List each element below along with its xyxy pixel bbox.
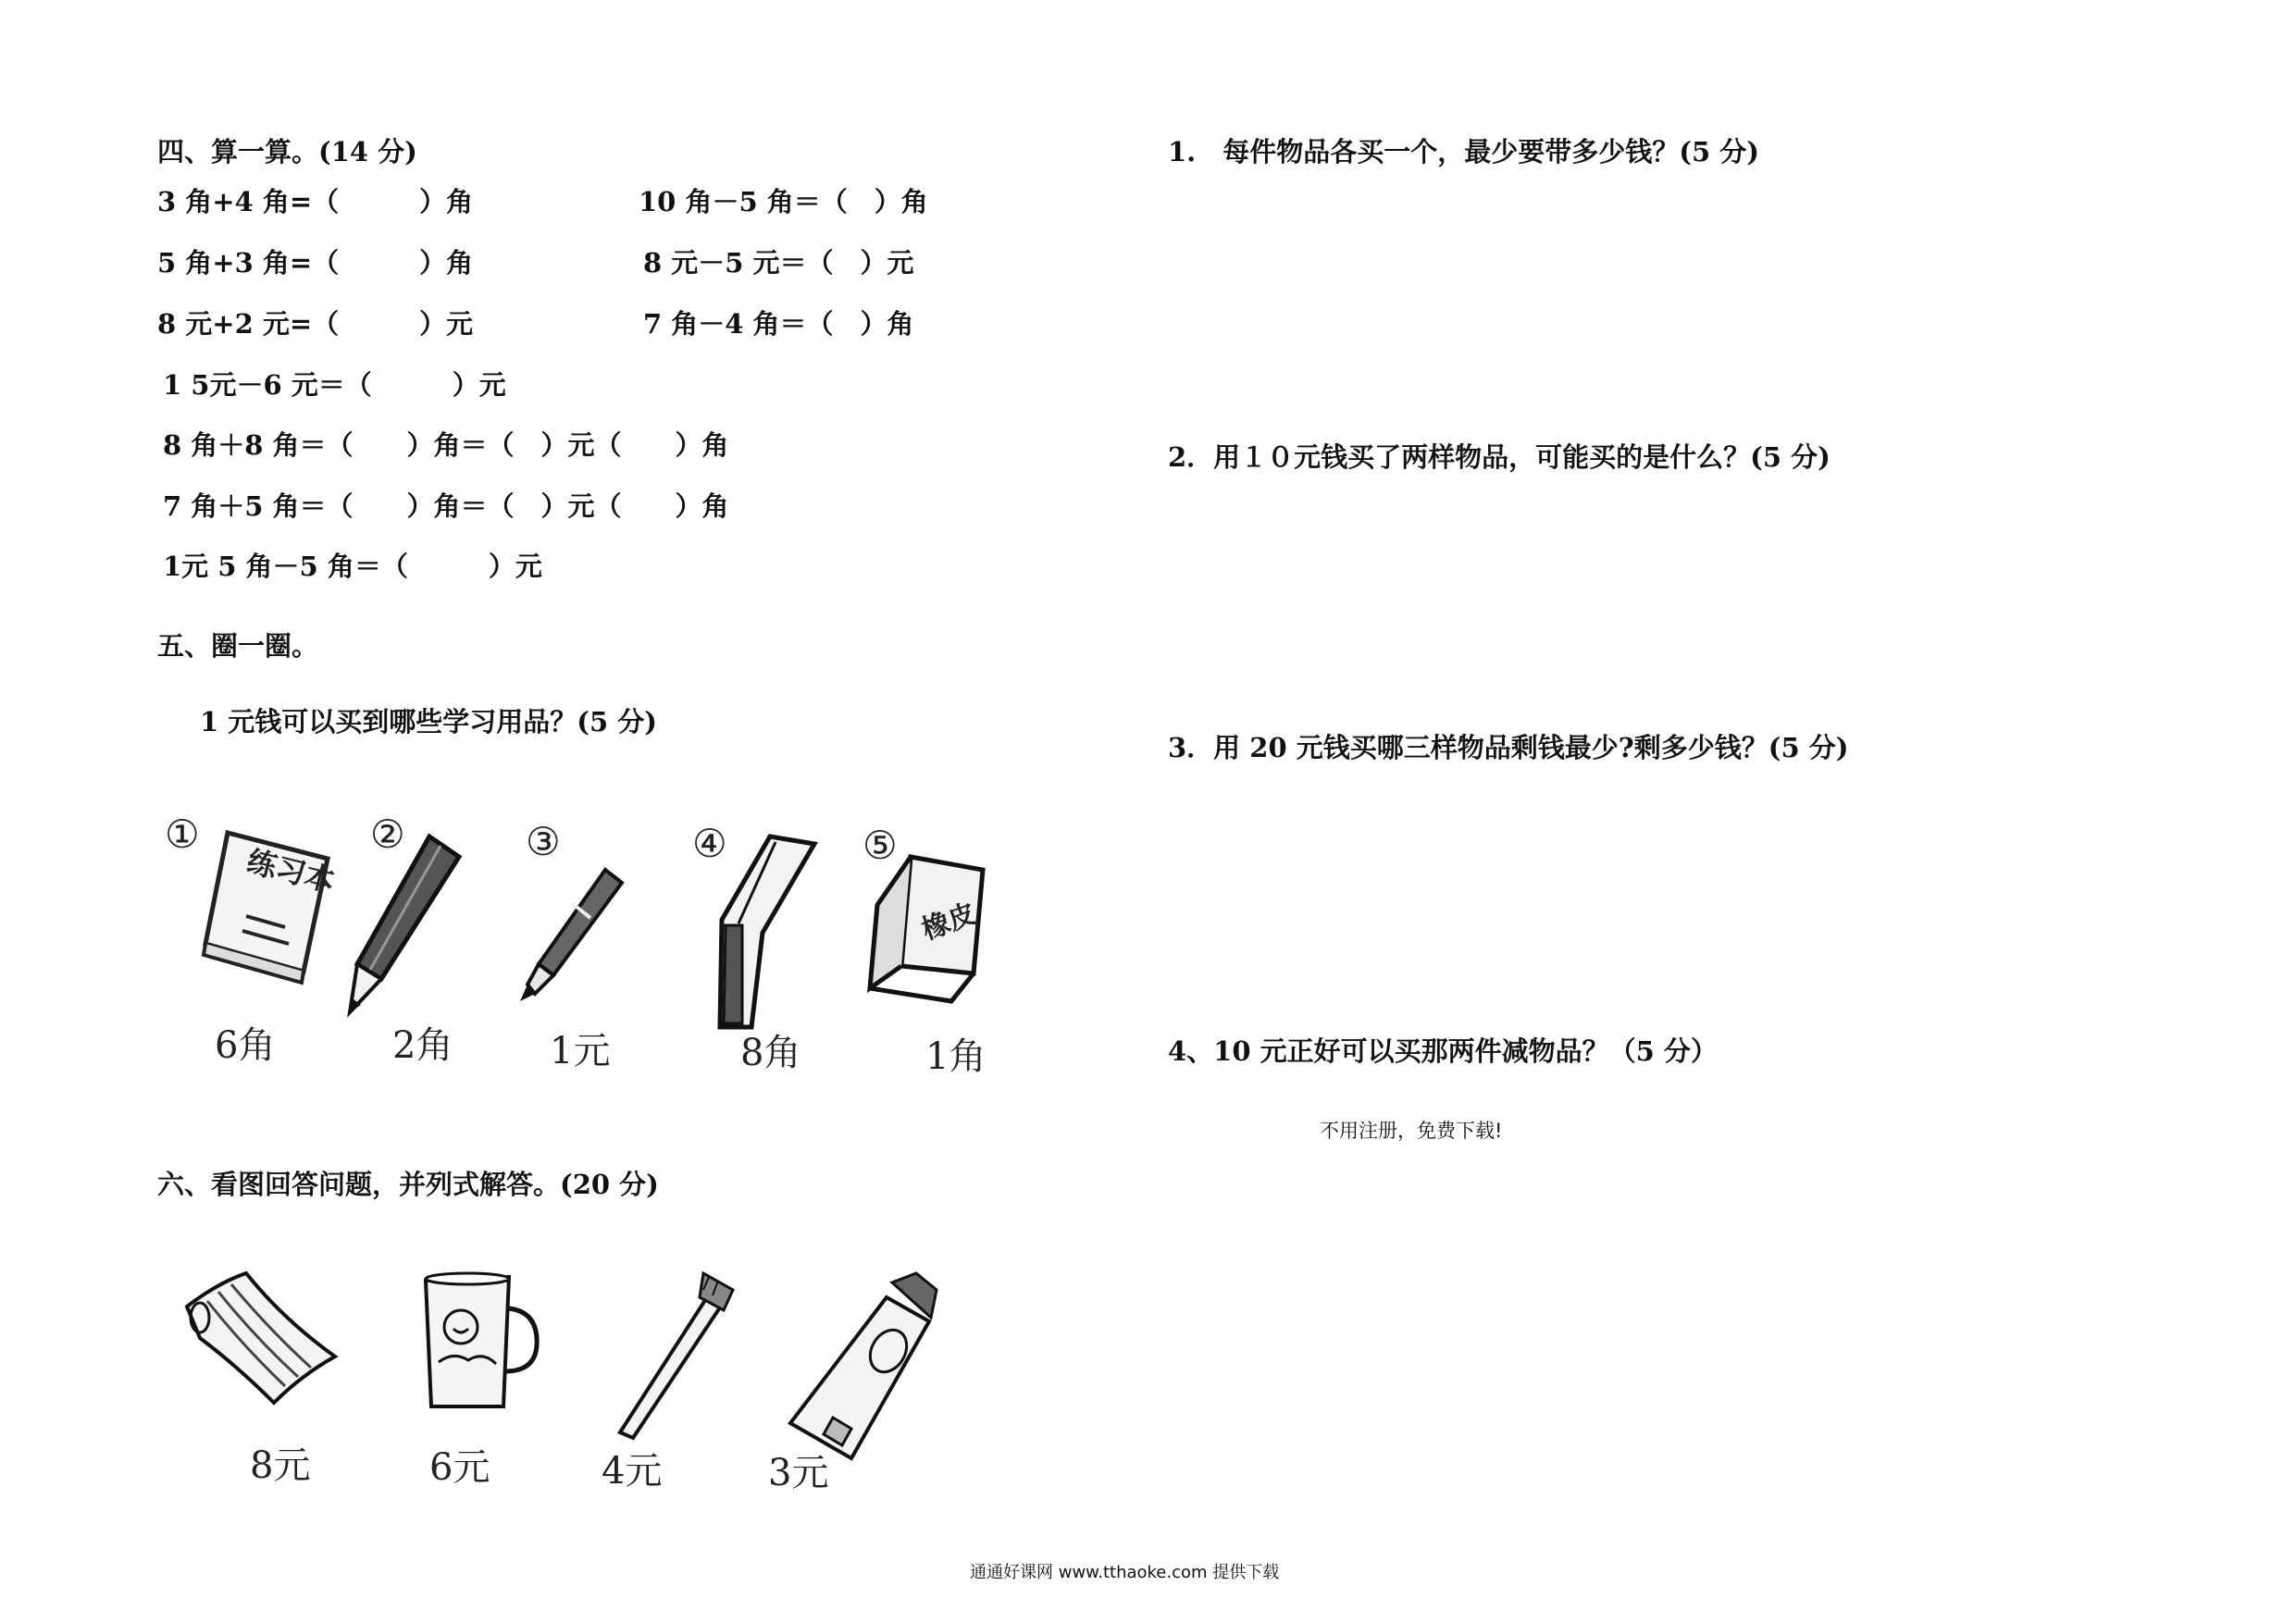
notebook-image (200, 824, 339, 981)
ruler-image (705, 831, 825, 1035)
footer-text: 通通好课网 www.tthaoke.com 提供下载 (970, 1563, 1280, 1582)
price-pencil: 2角 (392, 1024, 453, 1067)
price-toothbrush: 4元 (602, 1450, 663, 1493)
marker-5: ⑤ (863, 823, 898, 868)
question-1: 1. 每件物品各买一个，最少要带多少钱？(5 分) (1168, 136, 1759, 167)
notebook-label: 练习本 (243, 843, 339, 899)
section6-heading: 六、看图回答问题，并列式解答。(20 分) (157, 1169, 659, 1200)
calc-line-4: 1 5元－6 元＝（ ）元 (163, 369, 506, 401)
eraser-label: 橡皮 (917, 897, 981, 948)
calc-row-1-right: 10 角－5 角＝（ ）角 (639, 186, 928, 217)
toothpaste-image (777, 1270, 944, 1464)
pen-image (516, 866, 627, 1005)
calc-line-7: 1元 5 角－5 角＝（ ）元 (163, 551, 542, 582)
price-toothpaste: 3元 (768, 1452, 829, 1494)
price-eraser: 1角 (925, 1035, 987, 1078)
marker-1: ① (165, 812, 200, 857)
question-2: 2．用１０元钱买了两样物品，可能买的是什么？(5 分) (1168, 441, 1831, 473)
calc-row-2-right: 8 元－5 元＝（ ）元 (643, 247, 914, 279)
marker-4: ④ (692, 821, 727, 866)
calc-line-5: 8 角＋8 角＝（ ）角＝（ ）元（ ）角 (163, 429, 729, 461)
eraser-image (864, 849, 994, 1007)
price-towel: 8元 (250, 1444, 311, 1487)
section5-question: 1 元钱可以买到哪些学习用品？(5 分) (200, 706, 657, 737)
toothbrush-image (611, 1270, 740, 1445)
question-3: 3．用 20 元钱买哪三样物品剩钱最少?剩多少钱？(5 分) (1168, 732, 1849, 763)
calc-row-3-right: 7 角－4 角＝（ ）角 (643, 308, 914, 340)
pencil-image (344, 831, 465, 1016)
section4-heading: 四、算一算。(14 分) (157, 136, 417, 167)
calc-line-6: 7 角＋5 角＝（ ）角＝（ ）元（ ）角 (163, 490, 729, 522)
price-ruler: 8角 (740, 1032, 801, 1074)
calc-row-2-left: 5 角+3 角=（ ）角 (157, 247, 474, 279)
towel-image (181, 1264, 339, 1412)
marker-2: ② (370, 812, 405, 857)
download-note: 不用注册，免费下载! (1320, 1120, 1503, 1142)
calc-row-3-left: 8 元+2 元=（ ）元 (157, 308, 474, 340)
price-notebook: 6角 (215, 1024, 276, 1067)
price-cup: 6元 (429, 1446, 490, 1489)
marker-3: ③ (526, 819, 561, 864)
cup-image (420, 1268, 540, 1416)
price-pen: 1元 (550, 1030, 611, 1072)
question-4: 4、10 元正好可以买那两件减物品？（5 分） (1168, 1035, 1718, 1067)
calc-row-1-left: 3 角+4 角=（ ）角 (157, 186, 474, 217)
section5-heading: 五、圈一圈。 (157, 630, 319, 662)
